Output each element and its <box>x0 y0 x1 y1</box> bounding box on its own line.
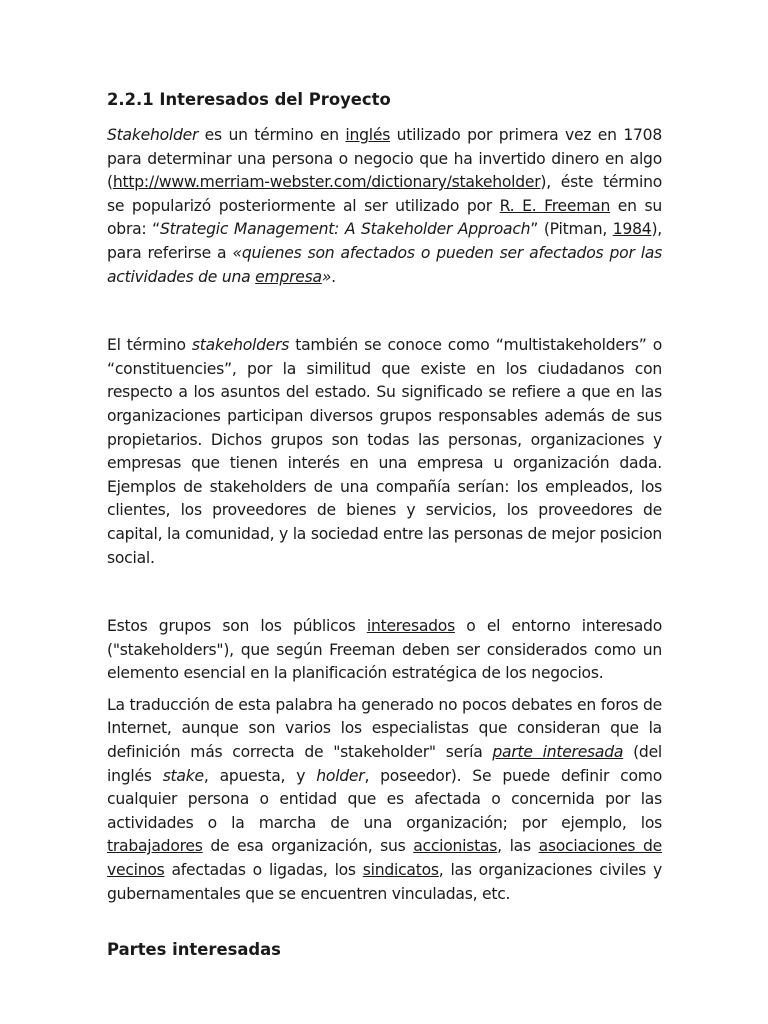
link-interesados[interactable]: interesados <box>366 617 455 636</box>
link-merriam-webster[interactable]: http://www.merriam-webster.com/dictionary/stakeholder <box>112 173 541 192</box>
section-heading: 2.2.1 Interesados del Proyecto <box>107 90 391 109</box>
link-freeman[interactable]: R. E. Freeman <box>499 196 611 215</box>
term-holder: holder <box>316 766 365 785</box>
link-empresa[interactable]: empresa <box>255 267 322 286</box>
paragraph-multistakeholders: El término stakeholders también se conoce como “multistakeholders” o “constituencies”, por la similitud que existe en los ciudadanos con respecto a los asuntos del estado. Su significado se refiere a que en las organizaciones participan diversos grupos responsables además de sus propietarios. Dichos grupos son todas las personas, organizaciones y empresas que tienen interés en una empresa u organización dada. Ejemplos de stakeholders de una compañía serían: los empleados, los clientes, los proveedores de bienes y servicios, los proveedores de capital, la comunidad, y la sociedad entre las personas de mejor posicion social. <box>107 336 663 567</box>
term-stakeholder: Stakeholder <box>107 126 199 144</box>
paragraph-stakeholder-definition: Stakeholder es un término en inglés utilizado por primera vez en 1708 para determinar una persona o negocio que ha invertido dinero en algo (http://www.merriam-webster.com/dictionary/stakeholder), éste término se popularizó posteriormente al ser utilizado por R. E. Freeman en su obra: “Strategic Management: A Stakeholder Approach” (Pitman, 1984), para referirse a «quienes son afectados o pueden ser afectados por las actividades de una empresa». <box>107 126 663 286</box>
link-ingles[interactable]: inglés <box>345 126 391 144</box>
link-accionistas[interactable]: accionistas <box>413 837 498 856</box>
link-sindicatos[interactable]: sindicatos <box>362 861 439 880</box>
subsection-heading: Partes interesadas <box>107 940 281 960</box>
link-parte-interesada[interactable]: parte interesada <box>492 743 624 762</box>
link-1984[interactable]: 1984 <box>612 220 652 239</box>
paragraph-traduccion: La traducción de esta palabra ha generado no pocos debates en foros de Internet, aunque son varios los especialistas que consideran que la definición más correcta de "stakeholder" sería parte interesada (del inglés stake, apuesta, y holder, poseedor). Se puede definir como cualquier persona o entidad que es afectada o concernida por las actividades o la marcha de una organización; por ejemplo, los trabajadores de esa organización, sus accionistas, las asociaciones de vecinos afectadas o ligadas, los sindicatos, las organizaciones civiles y gubernamentales que se encuentren vinculadas, etc. <box>107 695 662 903</box>
freeman-quote: «quienes son afectados o pueden ser afectados por las actividades de una empresa» <box>107 243 663 286</box>
term-stake: stake <box>162 766 204 785</box>
paragraph-publicos-interesados: Estos grupos son los públicos interesados o el entorno interesado ("stakeholders"), que según Freeman deben ser considerados como un elemento esencial en la planificación estratégica de los negocios. <box>107 617 662 683</box>
term-stakeholders: stakeholders <box>191 336 290 355</box>
link-asociaciones-de-vecinos[interactable]: asociaciones de vecinos <box>107 837 662 880</box>
book-title: Strategic Management: A Stakeholder Approach <box>159 220 531 239</box>
document-body <box>107 88 662 962</box>
link-trabajadores[interactable]: trabajadores <box>107 837 203 856</box>
